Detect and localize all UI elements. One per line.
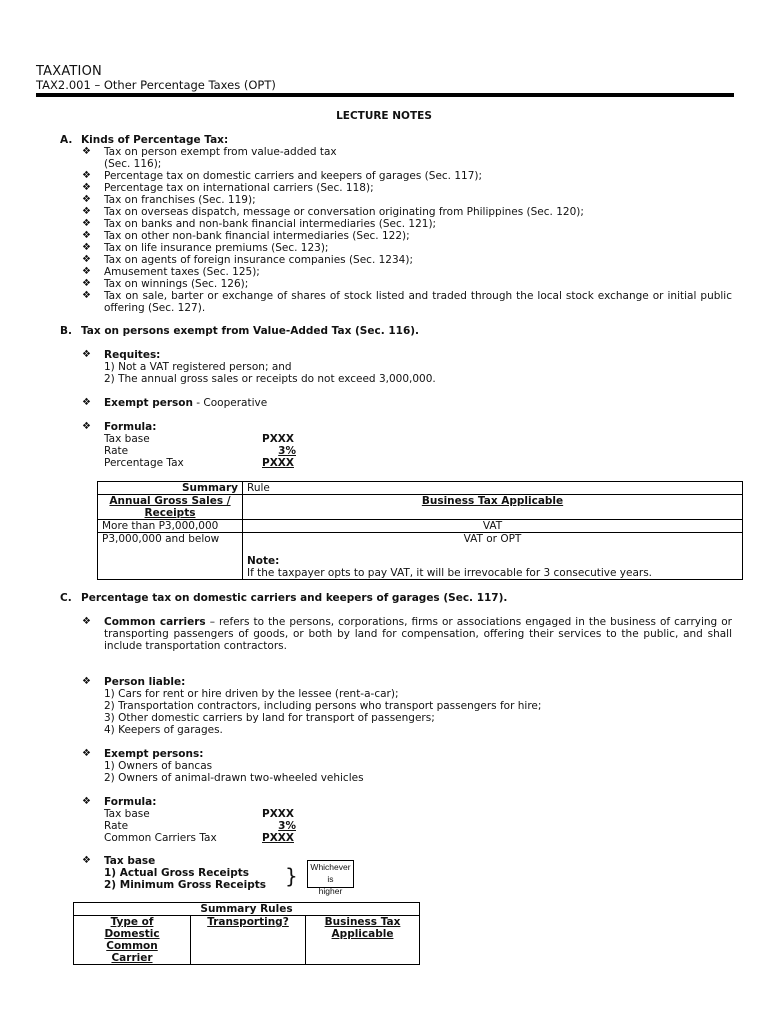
table-header-type-text: Type of Domestic Common Carrier bbox=[104, 916, 160, 964]
list-item: Percentage tax on domestic carriers and keepers of garages (Sec. 117); bbox=[104, 170, 483, 182]
list-item: Tax on winnings (Sec. 126); bbox=[104, 278, 249, 290]
formula-label: Formula: bbox=[104, 796, 157, 808]
formula-result-value: PXXX bbox=[262, 832, 294, 844]
table-header-summary: Summary bbox=[98, 482, 243, 495]
document-title: TAXATION bbox=[36, 64, 102, 79]
lecture-title: LECTURE NOTES bbox=[336, 110, 432, 122]
list-item: Tax on franchises (Sec. 119); bbox=[104, 194, 256, 206]
bullet-icon: ❖ bbox=[82, 616, 91, 627]
bullet-icon: ❖ bbox=[82, 146, 91, 157]
bullet-icon: ❖ bbox=[82, 170, 91, 181]
bullet-icon: ❖ bbox=[82, 676, 91, 687]
bullet-icon: ❖ bbox=[82, 796, 91, 807]
table-cell: P3,000,000 and below bbox=[98, 533, 243, 580]
list-item: Percentage tax on international carriers (Sec. 118); bbox=[104, 182, 374, 194]
tax-base-item: 2) Minimum Gross Receipts bbox=[104, 879, 266, 891]
formula-result-value: PXXX bbox=[262, 457, 294, 469]
exempt-persons-label: Exempt persons: bbox=[104, 748, 204, 760]
bullet-icon: ❖ bbox=[82, 206, 91, 217]
table-header-business-tax bbox=[306, 916, 420, 965]
requites-label: Requites: bbox=[104, 349, 161, 361]
requite-item: 1) Not a VAT registered person; and bbox=[104, 361, 292, 373]
list-item: Tax on agents of foreign insurance companies (Sec. 1234); bbox=[104, 254, 413, 266]
liable-item: 3) Other domestic carriers by land for transport of passengers; bbox=[104, 712, 435, 724]
tax-base-label: Tax base bbox=[104, 855, 156, 867]
formula-result-label: Common Carriers Tax bbox=[104, 832, 217, 844]
list-item: Tax on banks and non-bank financial intermediaries (Sec. 121); bbox=[104, 218, 437, 230]
table-title: Summary Rules bbox=[74, 903, 420, 916]
section-b-heading: Tax on persons exempt from Value-Added Tax (Sec. 116). bbox=[81, 325, 420, 337]
bullet-icon: ❖ bbox=[82, 421, 91, 432]
table-header-rule: Rule bbox=[243, 482, 743, 495]
section-a-heading: Kinds of Percentage Tax: bbox=[81, 134, 229, 146]
section-a-letter: A. bbox=[60, 134, 73, 146]
table-header-sales: Annual Gross Sales / Receipts bbox=[98, 495, 243, 520]
formula-label: Formula: bbox=[104, 421, 157, 433]
spacer bbox=[247, 545, 738, 555]
bullet-icon: ❖ bbox=[82, 290, 91, 301]
list-item: (Sec. 116); bbox=[104, 158, 162, 170]
section-b-letter: B. bbox=[60, 325, 72, 337]
liable-item: 1) Cars for rent or hire driven by the lessee (rent-a-car); bbox=[104, 688, 399, 700]
formula-tax-base-value: PXXX bbox=[262, 808, 294, 820]
whichever-higher-box bbox=[307, 860, 354, 896]
table-cell bbox=[243, 533, 743, 580]
bullet-icon: ❖ bbox=[82, 397, 91, 408]
list-item: Tax on person exempt from value-added tax bbox=[104, 146, 337, 158]
formula-rate-label: Rate bbox=[104, 445, 129, 457]
table-cell: VAT bbox=[243, 520, 743, 533]
bullet-icon: ❖ bbox=[82, 855, 91, 866]
formula-tax-base-label: Tax base bbox=[104, 433, 150, 445]
formula-tax-base-value: PXXX bbox=[262, 433, 294, 445]
common-carriers-paragraph bbox=[104, 616, 732, 652]
summary-rules-table bbox=[73, 902, 420, 965]
common-carriers-label: Common carriers bbox=[104, 616, 206, 628]
list-item: Amusement taxes (Sec. 125); bbox=[104, 266, 260, 278]
formula-result-label: Percentage Tax bbox=[104, 457, 184, 469]
liable-item: 2) Transportation contractors, including persons who transport passengers for hire; bbox=[104, 700, 542, 712]
list-item: Tax on sale, barter or exchange of shares of stock listed and traded through the local stock exchange or initial public offering (Sec. 127). bbox=[104, 290, 732, 314]
document-subtitle: TAX2.001 – Other Percentage Taxes (OPT) bbox=[36, 78, 276, 92]
bullet-icon: ❖ bbox=[82, 278, 91, 289]
bullet-icon: ❖ bbox=[82, 218, 91, 229]
bullet-icon: ❖ bbox=[82, 254, 91, 265]
note-text: If the taxpayer opts to pay VAT, it will be irrevocable for 3 consecutive years. bbox=[247, 567, 653, 579]
whichever-line: Whichever is bbox=[310, 862, 351, 884]
bullet-icon: ❖ bbox=[82, 748, 91, 759]
table-cell-value: VAT or OPT bbox=[463, 533, 522, 545]
exempt-item: 2) Owners of animal-drawn two-wheeled vehicles bbox=[104, 772, 364, 784]
person-liable-label: Person liable: bbox=[104, 676, 186, 688]
brace-icon: } bbox=[285, 864, 298, 888]
whichever-line: higher bbox=[318, 886, 343, 896]
section-c-heading: Percentage tax on domestic carriers and keepers of garages (Sec. 117). bbox=[81, 592, 508, 604]
list-item: Tax on life insurance premiums (Sec. 123); bbox=[104, 242, 329, 254]
bullet-icon: ❖ bbox=[82, 194, 91, 205]
summary-rule-table bbox=[97, 481, 743, 580]
formula-tax-base-label: Tax base bbox=[104, 808, 150, 820]
table-header-business-tax: Business Tax Applicable bbox=[243, 495, 743, 520]
formula-rate-value: 3% bbox=[278, 820, 296, 832]
bullet-icon: ❖ bbox=[82, 230, 91, 241]
section-c-letter: C. bbox=[60, 592, 72, 604]
exempt-person-line bbox=[104, 397, 267, 409]
bullet-icon: ❖ bbox=[82, 182, 91, 193]
table-header-type bbox=[74, 916, 191, 965]
bullet-icon: ❖ bbox=[82, 242, 91, 253]
exempt-person-value: - Cooperative bbox=[192, 397, 268, 409]
liable-item: 4) Keepers of garages. bbox=[104, 724, 223, 736]
requite-item: 2) The annual gross sales or receipts do not exceed 3,000,000. bbox=[104, 373, 436, 385]
bullet-icon: ❖ bbox=[82, 349, 91, 360]
bullet-icon: ❖ bbox=[82, 266, 91, 277]
exempt-item: 1) Owners of bancas bbox=[104, 760, 213, 772]
header-rule bbox=[36, 93, 734, 97]
table-header-business-tax-text: Business Tax Applicable bbox=[324, 916, 401, 940]
table-cell: More than P3,000,000 bbox=[98, 520, 243, 533]
note-label: Note: bbox=[247, 555, 280, 567]
tax-base-item: 1) Actual Gross Receipts bbox=[104, 867, 250, 879]
formula-rate-value: 3% bbox=[278, 445, 296, 457]
exempt-person-label: Exempt person bbox=[104, 397, 193, 409]
list-item: Tax on overseas dispatch, message or conversation originating from Philippines (Sec. 120); bbox=[104, 206, 584, 218]
list-item: Tax on other non-bank financial intermediaries (Sec. 122); bbox=[104, 230, 410, 242]
common-carriers-text: – refers to the persons, corporations, firms or associations engaged in the business of carrying or transporting passengers of goods, or both by land for compensation, offering their services to the public, and shall include transportation contractors. bbox=[104, 616, 732, 652]
table-header-transporting: Transporting? bbox=[191, 916, 306, 965]
formula-rate-label: Rate bbox=[104, 820, 129, 832]
